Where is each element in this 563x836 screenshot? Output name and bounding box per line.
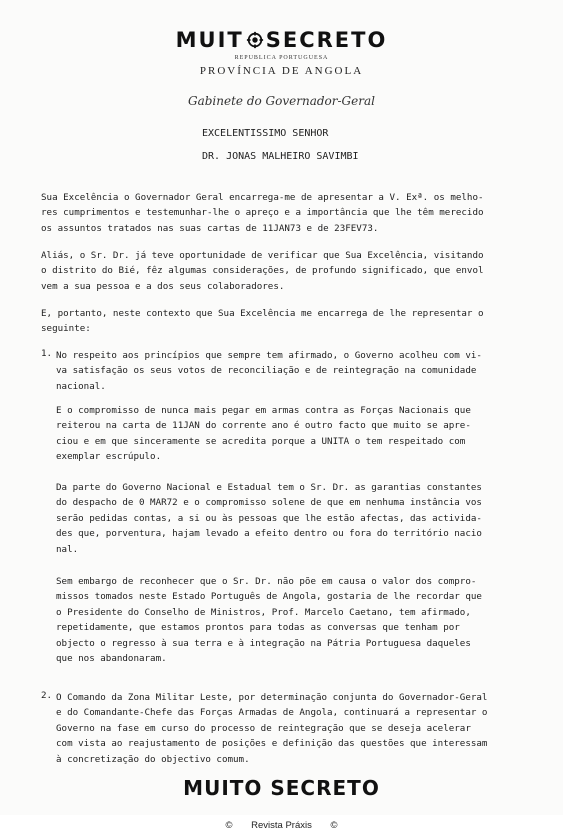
copyright-mark: © (225, 820, 233, 831)
item-number: 1. (41, 348, 53, 359)
text-line: E, portanto, neste contexto que Sua Excelência me encarrega de lhe representar o (41, 308, 484, 319)
item-1-paragraph-3 (56, 480, 482, 557)
intro-paragraph-2 (41, 248, 484, 294)
classification-stamp-bottom: MUITO SECRETO (183, 776, 380, 800)
item-2-paragraph-1 (56, 690, 487, 767)
text-line: o Presidente do Conselho de Ministros, Prof. Marcelo Caetano, tem afirmado, (56, 606, 471, 618)
text-line: seguinte: (41, 323, 91, 335)
text-line: do despacho de 0 MAR72 e o compromisso solene de que em nenhuma instância vos (56, 497, 482, 509)
text-line: nal. (56, 543, 79, 555)
text-line: repetidamente, que estamos prontos para todas as conversas que tenham por (56, 622, 460, 634)
classification-text-b: SECRETO (265, 28, 388, 52)
item-1-paragraph-2 (56, 403, 471, 465)
text-line: No respeito aos princípios que sempre tem afirmado, o Governo acolheu com vi- (56, 350, 482, 361)
text-line: Da parte do Governo Nacional e Estadual tem o Sr. Dr. as garantias constantes (56, 482, 482, 493)
text-line: Sua Excelência o Governador Geral encarrega-me de apresentar a V. Exª. os melho- (41, 192, 484, 203)
publication-name: Revista Práxis (251, 820, 312, 831)
item-1-paragraph-1 (56, 348, 482, 394)
text-line: nacional. (56, 380, 106, 392)
text-line: Governo na fase em curso do processo de reintegração que se deseja acelerar (56, 722, 471, 734)
text-line: ciou e em que sinceramente se acredita porque a UNITA o tem respeitado com (56, 435, 466, 447)
text-line: missos tomados neste Estado Português de Angola, gostaria de lhe recordar que (56, 591, 482, 603)
text-line: os assuntos tratados nas suas cartas de 11JAN73 e de 23FEV73. (41, 222, 379, 234)
text-line: exemplar escrúpulo. (56, 451, 162, 463)
text-line: va satisfação os seus votos de reconciliação e de reintegração na comunidade (56, 365, 477, 377)
office-heading: Gabinete do Governador-Geral (188, 94, 375, 108)
classification-text-a: MUIT (175, 28, 244, 52)
text-line: com vista ao reajustamento de posições e definição das questões que interessam (56, 738, 488, 750)
province-heading: PROVÍNCIA DE ANGOLA (199, 65, 364, 77)
text-line: serão pedidas contas, a si ou às pessoas que lhe estão afectas, das activida- (56, 512, 482, 524)
intro-paragraph-3 (41, 306, 484, 337)
classification-stamp (0, 28, 563, 52)
coat-of-arms-icon (246, 31, 264, 49)
text-line: E o compromisso de nunca mais pegar em armas contra as Forças Nacionais que (56, 405, 471, 416)
text-line: e do Comandante-Chefe das Forças Armadas de Angola, continuará a representar o (56, 707, 488, 719)
addressee-name: DR. JONAS MALHEIRO SAVIMBI (202, 151, 359, 162)
text-line: o distrito do Bié, fêz algumas considerações, de profundo significado, que envol (41, 265, 484, 277)
text-line: objecto o regresso à sua terra e à integração na Pátria Portuguesa daqueles (56, 637, 471, 649)
text-line: O Comando da Zona Militar Leste, por determinação conjunta do Governador-Geral (56, 692, 488, 703)
addressee-salutation: EXCELENTISSIMO SENHOR (202, 128, 329, 139)
text-line: Sem embargo de reconhecer que o Sr. Dr. não põe em causa o valor dos compro- (56, 576, 477, 587)
republic-heading: REPUBLICA PORTUGUESA (234, 55, 329, 61)
text-line: Aliás, o Sr. Dr. já teve oportunidade de verificar que Sua Excelência, visitando (41, 250, 484, 261)
page-footer (0, 815, 563, 836)
text-line: que nos abandonaram. (56, 653, 167, 665)
text-line: res cumprimentos e testemunhar-lhe o apreço e a importância que lhe têm merecido (41, 207, 484, 219)
intro-paragraph-1 (41, 190, 484, 236)
text-line: vem a sua pessoa e a dos seus colaboradores. (41, 280, 285, 292)
item-1-paragraph-4 (56, 574, 482, 666)
item-number: 2. (41, 690, 53, 701)
text-line: reiterou na carta de 11JAN do corrente ano é outro facto que muito se apre- (56, 420, 471, 432)
text-line: à concretização do objectivo comum. (56, 753, 250, 765)
text-line: des que, porventura, hajam levado a efeito dentro ou fora do território nacio (56, 528, 482, 540)
copyright-mark: © (330, 820, 338, 831)
